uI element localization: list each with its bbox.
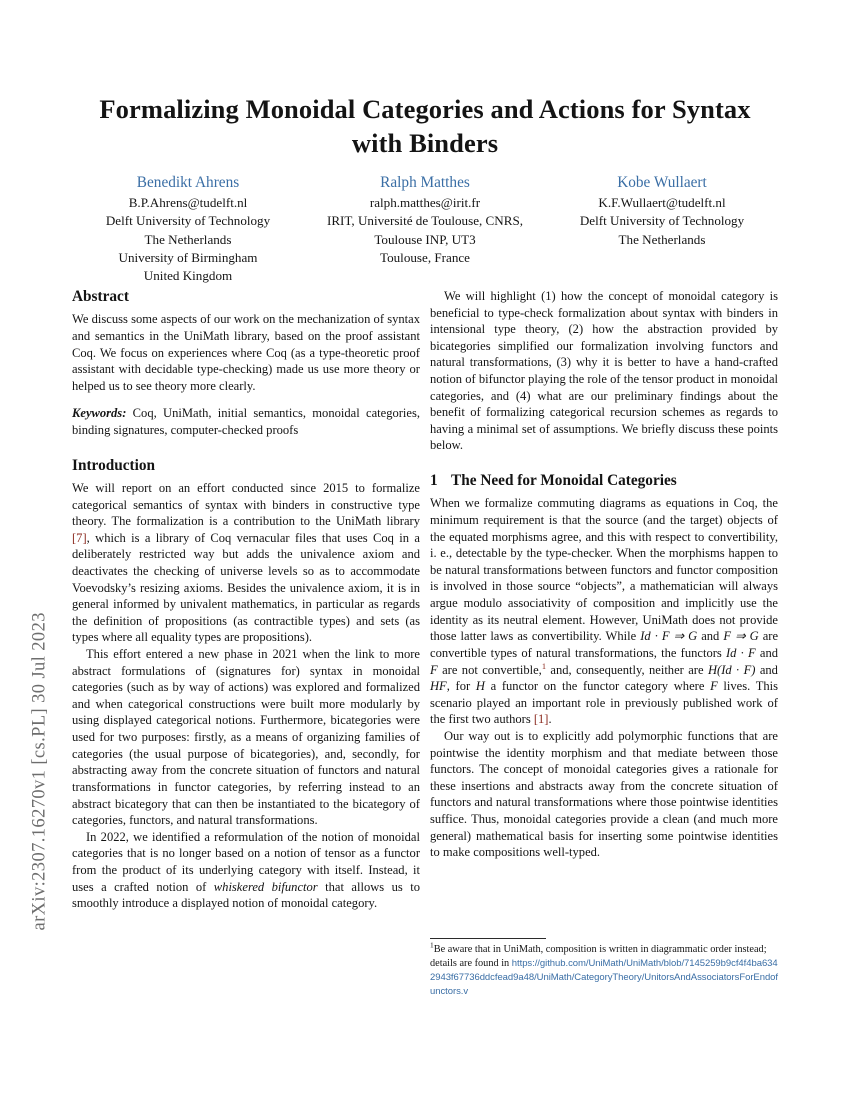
author-affiliation-2-line-2: Toulouse INP, UT3 — [374, 231, 476, 247]
abstract-body: We discuss some aspects of our work on the mechanization of syntax and semantics in the UniMath library, based on the proof assistant Coq. We focus on experiences where Coq (as a type-theoretic proof assistant with decidable type-checking) made us use more theory or helped us to see theory more clearly. — [72, 312, 420, 393]
keywords-text: Coq, UniMath, initial semantics, monoidal categories, binding signatures, computer-checked proofs — [72, 406, 420, 437]
citation-1[interactable]: [1] — [533, 712, 549, 727]
section-1-heading — [430, 472, 778, 490]
intro-p1-text-b: , which is a library of Coq vernacular files that uses Coq in a deliberately restricted way but adds the univalence axiom and deactivates the checking of universe levels so as to accommodate Voevodsky’s resizing axioms. Besides the univalence axiom, it is in general informed by univalent mathematics, in particular as regards the definition of propositions (as contractible types) and sets (as types where all equality types are propositions). — [72, 530, 420, 645]
intro-p3-text-a: In 2022, we identified a reformulation of the notion of monoidal categories that is no longer based on a notion of tensor as a functor from the product of its underlying category with itself. Instead, it uses a crafted notion of — [72, 829, 420, 894]
author-affiliation-2-line-3: Toulouse, France — [380, 250, 470, 266]
s1-p1-e: are not convertible, — [437, 662, 542, 677]
math-id-f-implies-g: Id · F ⇒ G — [640, 629, 698, 644]
author-column-3 — [546, 172, 778, 249]
author-name-3[interactable]: Kobe Wullaert — [617, 174, 707, 191]
abstract-heading: Abstract — [72, 288, 129, 305]
introduction-paragraph-2: This effort entered a new phase in 2021 when the link to more abstract formulations of (signatures for) syntax in monoidal categories (such as by way of actions) was explored and formalized and when categorical constructions were built more modularly by using displayed categorical notions. Furthermore, bicategories were used for two purposes: firstly, as a means of organizing families of categories (the usual purpose of bicategories), and, secondly, for abstracting away from the concrete situation of functors and natural transformations in functor categories, by referring instead to an abstract bicategory that can then be instantiated to the bicategory of categories, functors, and natural transformations. — [72, 647, 420, 828]
s1-p1-d: and — [755, 645, 778, 660]
author-affiliation-1-line-2: The Netherlands — [144, 231, 232, 247]
author-email-2: ralph.matthes@irit.fr — [369, 195, 481, 211]
s1-p1-g: and — [755, 662, 778, 677]
s1-p1-i: a functor on the functor category where — [484, 679, 711, 694]
title-block — [72, 92, 778, 161]
introduction-paragraph-3 — [72, 829, 420, 912]
author-column-1 — [72, 172, 304, 286]
right-intro-paragraph: We will highlight (1) how the concept of monoidal category is beneficial to type-check formalization about syntax with binders in intensional type theory, (2) how the abstraction provided by bicategories simplified our formalization involving functors and natural transformations, (3) why it is better to have a hand-crafted notion of bifunctor playing the role of the tensor product in monoidal categories, and (4) what are our preliminary findings about the benefit of formalizing categorical recursion schemes as regards to having a minimal set of assumptions. We briefly discuss these points below. — [430, 289, 778, 453]
authors-block — [72, 172, 778, 286]
author-affiliation-1-line-1: Delft University of Technology — [105, 213, 271, 229]
citation-7[interactable]: [7] — [72, 530, 87, 545]
keywords-label: Keywords: — [72, 406, 127, 421]
footnote-separator-rule — [430, 938, 546, 939]
math-h: H — [475, 679, 485, 694]
author-affiliation-1-line-4: United Kingdom — [143, 268, 233, 284]
introduction-heading: Introduction — [72, 456, 156, 474]
math-f-2: F — [710, 679, 718, 694]
introduction-paragraph-1 — [72, 480, 420, 646]
footnote-url-link[interactable]: https://github.com/UniMath/UniMath/blob/7145259b9cf4f4ba6342943f67736ddcfead9a48/UniMath/CategoryTheory/UnitorsAndAssociatorsForEndofunctors.v — [430, 958, 779, 997]
footnote-block — [430, 938, 778, 999]
author-name-1[interactable]: Benedikt Ahrens — [136, 174, 240, 191]
arxiv-stamp-text: arXiv:2307.16270v1 [cs.PL] 30 Jul 2023 — [29, 612, 50, 931]
math-id-f: Id · F — [726, 645, 756, 660]
section-1-number: 1 — [430, 472, 438, 490]
s1-p1-k: . — [548, 712, 552, 727]
intro-p3-emphasis: whiskered bifunctor — [213, 879, 318, 894]
s1-p1-j: lives. This scenario played an important role in previously published work of the first two authors — [430, 679, 779, 727]
author-affiliation-3-line-2: The Netherlands — [618, 231, 706, 247]
s1-p1-h: , for — [446, 679, 476, 694]
section-1-paragraph-1 — [430, 495, 778, 728]
author-affiliation-3-line-1: Delft University of Technology — [579, 213, 745, 229]
author-email-1: B.P.Ahrens@tudelft.nl — [128, 195, 248, 211]
page-title: Formalizing Monoidal Categories and Actions for Syntax with Binders — [99, 94, 751, 159]
author-column-2 — [309, 172, 541, 267]
footnote-marker-1: 1 — [430, 940, 434, 950]
right-column — [430, 288, 778, 861]
footnote-1 — [430, 940, 779, 999]
author-email-3: K.F.Wullaert@tudelft.nl — [598, 195, 726, 211]
left-column — [72, 288, 420, 912]
keywords-line — [72, 405, 420, 438]
intro-p1-text-a: We will report on an effort conducted since 2015 to formalize categorical semantics of syntax with binders in constructive type theory. The formalization is a contribution to the UniMath library — [72, 480, 420, 529]
s1-p1-f: and, consequently, neither are — [546, 662, 708, 677]
math-h-id-f: H(Id · F) — [707, 662, 756, 677]
author-name-2[interactable]: Ralph Matthes — [380, 174, 470, 191]
footnote-reference-1[interactable]: 1 — [541, 661, 546, 671]
s1-p1-c: are convertible types of natural transformations, the functors — [430, 629, 779, 660]
author-affiliation-1-line-3: University of Birmingham — [118, 250, 258, 266]
author-affiliation-2-line-1: IRIT, Université de Toulouse, CNRS, — [326, 213, 524, 229]
footnote-text: Be aware that in UniMath, composition is written in diagrammatic order instead; details are found in — [430, 944, 767, 969]
math-f: F — [430, 662, 438, 677]
section-1-paragraph-2: Our way out is to explicitly add polymorphic functions that are pointwise the identity morphism and that mediate between those functors. The concept of monoidal categories gives a rationale for these insertions and abstracts away from the concrete situation of functors and natural transformations where those pointwise identities suffice. Thus, monoidal categories provide a clean (and much more general) mathematical basis for inserting some pointwise identities to make compositions well-typed. — [430, 728, 778, 860]
intro-p3-text-b: that allows us to smoothly introduce a displayed notion of monoidal category. — [72, 879, 420, 911]
s1-p1-a: When we formalize commuting diagrams as equations in Coq, the minimum requirement is that the source (and the target) objects of the equated morphisms agree, and this with respect to convertibility, i. e., detectable by the type-checker. When the morphisms happen to be natural transformations between functors and functor composition is involved in those source “objects”, a mathematician will always argue modulo associativity of composition and implicitly use the identity as its neutral element. However, UniMath does not provide those latter laws as convertibility. While — [430, 496, 778, 644]
math-hf: HF — [430, 679, 447, 694]
s1-p1-b: and — [697, 629, 724, 644]
math-f-implies-g: F ⇒ G — [723, 629, 759, 644]
section-1-title: The Need for Monoidal Categories — [451, 472, 677, 490]
